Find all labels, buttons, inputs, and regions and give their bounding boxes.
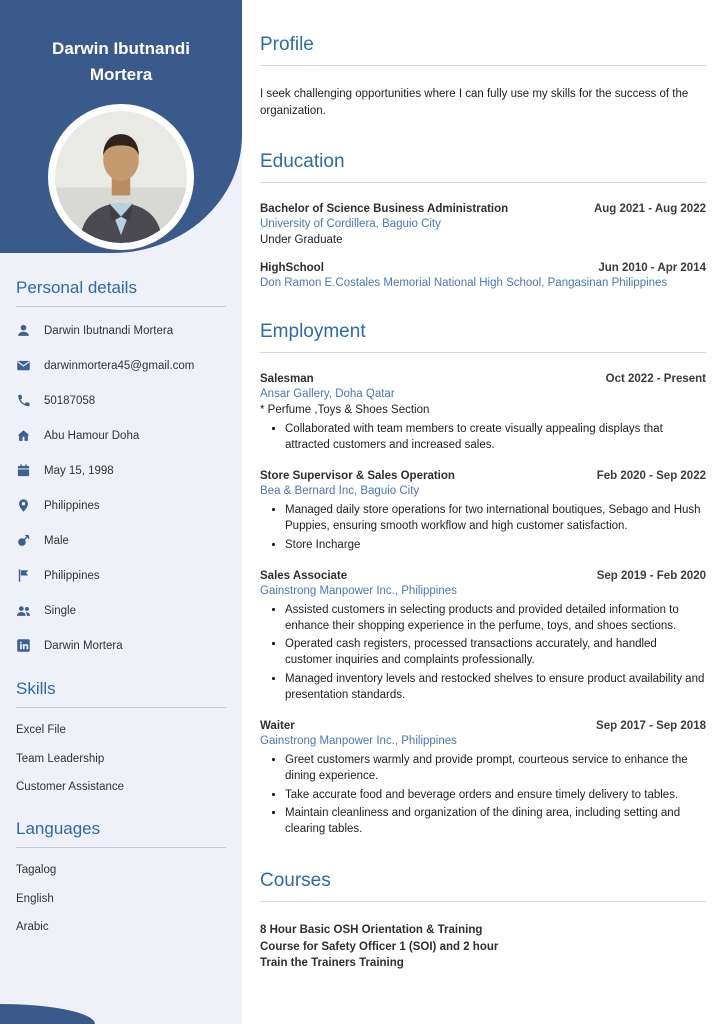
- employment-entry-head: [260, 470, 706, 482]
- job-bullet: • Managed daily store operations for two international boutiques, Sebago and Hush Puppies, ensuring smooth workflow and high customer satisfaction.: [285, 503, 706, 535]
- job-dates: Sep 2019 - Feb 2020: [596, 569, 706, 582]
- main-content: [260, 34, 706, 1004]
- detail-value: Philippines: [44, 569, 100, 582]
- home-icon: [16, 428, 31, 443]
- job-role: Waiter: [260, 719, 295, 732]
- detail-value: May 15, 1998: [44, 464, 114, 477]
- detail-value: 50187058: [44, 394, 96, 407]
- job-bullet: • Assisted customers in selecting products and provided detailed information to enhance their shopping experience in the perfume, toys, and shoes sections.: [285, 603, 706, 635]
- course-line: 8 Hour Basic OSH Orientation & Training: [260, 924, 483, 937]
- employment-entry: [260, 570, 706, 704]
- education-section: [260, 151, 706, 289]
- course-line: Train the Trainers Training: [260, 957, 404, 970]
- gender-icon: [16, 533, 31, 548]
- personal-detail-phone: [16, 393, 226, 408]
- personal-detail-address: [16, 428, 226, 443]
- school-name: University of Cordillera, Baguio City: [260, 218, 441, 231]
- phone-icon: [16, 393, 31, 408]
- job-bullet: • Operated cash registers, processed transactions accurately, and handled customer inquiries and complaints professionally.: [285, 637, 706, 669]
- languages-title: Languages: [16, 819, 226, 848]
- job-role: Sales Associate: [260, 569, 348, 582]
- job-subtitle: * Perfume ,Toys & Shoes Section: [260, 404, 430, 417]
- skills-title: Skills: [16, 679, 226, 708]
- job-bullets: [260, 503, 706, 554]
- job-role: Store Supervisor & Sales Operation: [260, 470, 455, 483]
- job-dates: Sep 2017 - Sep 2018: [596, 719, 706, 732]
- employment-entry-head: [260, 720, 706, 732]
- education-title: Education: [260, 151, 706, 183]
- personal-detail-nationality: [16, 568, 226, 583]
- profile-text: I seek challenging opportunities where I can fully use my skills for the success of the organization.: [260, 88, 689, 117]
- detail-value: Male: [44, 534, 69, 547]
- employment-entry: [260, 720, 706, 838]
- job-bullet: • Collaborated with team members to create visually appealing displays that attracted customers and increased sales.: [285, 422, 706, 454]
- job-role: Salesman: [260, 373, 314, 386]
- detail-value: Single: [44, 604, 76, 617]
- job-bullets: [260, 753, 706, 838]
- skill-item: Customer Assistance: [16, 781, 125, 793]
- user-icon: [16, 323, 31, 338]
- skill-item: Excel File: [16, 724, 66, 736]
- degree-name: HighSchool: [260, 262, 324, 275]
- job-dates: Oct 2022 - Present: [605, 373, 706, 386]
- personal-detail-civil-status: [16, 603, 226, 618]
- education-dates: Aug 2021 - Aug 2022: [593, 203, 706, 216]
- personal-detail-linkedin: [16, 638, 226, 653]
- personal-detail-email: [16, 358, 226, 373]
- company-name: Bea & Bernard Inc, Baguio City: [260, 485, 420, 498]
- education-entry: [260, 203, 706, 246]
- location-pin-icon: [16, 498, 31, 513]
- personal-details-title: Personal details: [16, 278, 226, 307]
- profile-section: [260, 34, 706, 119]
- detail-value: Darwin Ibutnandi Mortera: [44, 324, 174, 337]
- linkedin-icon: [16, 638, 31, 653]
- employment-entry: [260, 470, 706, 554]
- personal-detail-birthdate: [16, 463, 226, 478]
- language-item: Arabic: [16, 921, 49, 933]
- education-dates: Jun 2010 - Apr 2014: [598, 262, 706, 275]
- company-name: Gainstrong Manpower Inc., Philippines: [260, 734, 457, 747]
- employment-entry-head: [260, 570, 706, 582]
- company-name: Ansar Gallery, Doha Qatar: [260, 388, 395, 401]
- job-bullet: • Managed inventory levels and restocked shelves to ensure product availability and presentation standards.: [285, 672, 706, 704]
- courses-section: [260, 870, 706, 972]
- sidebar-content: [16, 278, 226, 950]
- employment-entry-head: [260, 373, 706, 385]
- education-entry: [260, 262, 706, 289]
- skill-item: Team Leadership: [16, 752, 105, 765]
- flag-icon: [16, 568, 31, 583]
- profile-photo: [55, 111, 187, 243]
- profile-title: Profile: [260, 34, 706, 66]
- job-bullets: [260, 603, 706, 704]
- courses-title: Courses: [260, 870, 706, 902]
- detail-value: darwinmortera45@gmail.com: [44, 359, 195, 372]
- personal-detail-birthplace: [16, 498, 226, 513]
- employment-title: Employment: [260, 321, 706, 353]
- course-line: Course for Safety Officer 1 (SOI) and 2 hour: [260, 940, 499, 953]
- personal-detail-gender: [16, 533, 226, 548]
- languages-section: [16, 819, 226, 933]
- people-icon: [16, 603, 31, 618]
- education-entry-head: [260, 262, 706, 274]
- detail-value: Philippines: [44, 499, 100, 512]
- job-bullets: [260, 422, 706, 454]
- job-bullet: • Store Incharge: [285, 538, 706, 554]
- job-bullet: • Greet customers warmly and provide prompt, courteous service to enhance the dining experience.: [285, 753, 706, 785]
- job-bullet: • Maintain cleanliness and organization of the dining area, including setting and clearing tables.: [285, 806, 706, 838]
- job-dates: Feb 2020 - Sep 2022: [596, 470, 706, 483]
- profile-photo-frame: [48, 104, 194, 250]
- education-note: Under Graduate: [260, 234, 343, 247]
- detail-value: Abu Hamour Doha: [44, 429, 140, 442]
- email-icon: [16, 358, 31, 373]
- personal-detail-name: [16, 323, 226, 338]
- company-name: Gainstrong Manpower Inc., Philippines: [260, 584, 457, 597]
- job-bullet: • Take accurate food and beverage orders and ensure timely delivery to tables.: [285, 788, 706, 804]
- skills-section: [16, 679, 226, 793]
- education-entry-head: [260, 203, 706, 215]
- school-name: Don Ramon E.Costales Memorial National High School, Pangasinan Philippines: [260, 277, 668, 290]
- language-item: English: [16, 892, 54, 905]
- footer-decoration: [0, 1004, 95, 1024]
- calendar-icon: [16, 463, 31, 478]
- detail-value: Darwin Mortera: [44, 639, 123, 652]
- employment-section: [260, 321, 706, 838]
- degree-name: Bachelor of Science Business Administration: [260, 203, 509, 216]
- employment-entry: [260, 373, 706, 454]
- sidebar: [0, 0, 242, 1024]
- candidate-name: Darwin Ibutnandi Mortera: [52, 39, 190, 85]
- language-item: Tagalog: [16, 864, 57, 876]
